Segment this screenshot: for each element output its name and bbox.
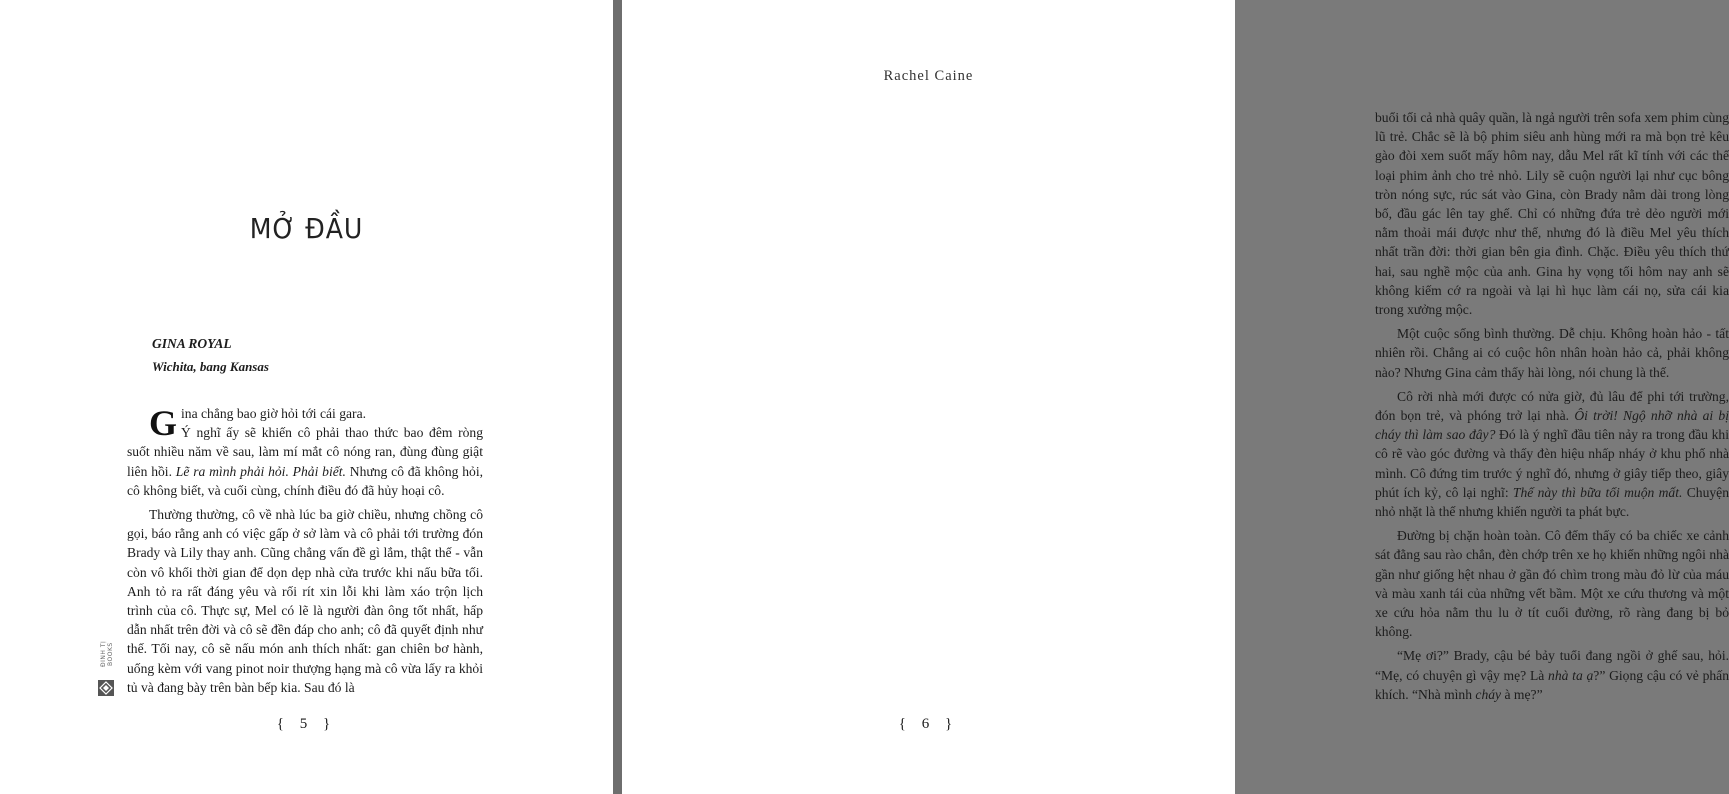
paragraph: buổi tối cả nhà quây quần, là ngả người trên sofa xem phim cùng lũ trẻ. Chắc sẽ là bộ phim siêu anh hùng mới ra mà bọn trẻ kêu gào đòi xem suốt mấy hôm nay, dẫu Mel rất kĩ tính với các thể loại phim ảnh cho trẻ nhỏ. Lily sẽ cuộn người lại như cục bông tròn nóng sực, rúc sát vào Gina, còn Brady nằm dài trong lòng bố, đầu gác lên tay ghế. Chỉ có những đứa trẻ dẻo người mới nằm thoải mái được như thế, nhưng đó là điều Mel yêu thích nhất trần đời: thời gian bên gia đình. Chặc. Điều yêu thích thứ hai, sau nghề mộc của anh. Gina hy vọng tối hôm nay anh sẽ không kiếm cớ ra ngoài và lại hì hục làm cái nọ, sửa cái kia trong xưởng mộc. <box>1375 110 1729 318</box>
text-run: ?” Giọng cậu có vẻ phấn khích. “Nhà mình <box>1375 667 1729 702</box>
drop-cap: G <box>149 403 178 443</box>
publisher-logo-text: ĐINH TỊ BOOKS <box>100 640 114 668</box>
italic-run: nhà ta ạ <box>1548 667 1594 683</box>
left-page <box>0 0 613 794</box>
text-run: à mẹ?” <box>1501 686 1543 702</box>
opening-lead: ina chẳng bao giờ hỏi tới cái gara. <box>181 406 367 421</box>
opening-paragraph <box>127 404 483 500</box>
opening-tail: Nhưng cô đã không hỏi, cô không biết, và cuối cùng, chính điều đó đã hủy hoại cô. <box>127 463 484 498</box>
paragraph <box>1375 646 1729 704</box>
paragraph <box>1375 387 1729 521</box>
page-number: { 6 } <box>898 716 959 732</box>
diamond-logo-icon <box>98 680 114 696</box>
paragraph: Một cuộc sống bình thường. Dễ chịu. Không hoàn hảo - tất nhiên rồi. Chẳng ai có cuộc hôn nhân hoàn hảo cả, phải không nào? Nhưng Gina cảm thấy hài lòng, nói chung là thế. <box>1375 326 1729 380</box>
character-name: GINA ROYAL <box>152 336 232 351</box>
publisher-logo <box>98 632 114 698</box>
italic-run: Ôi trời! Ngộ nhỡ nhà ai bị cháy thì làm sao đây? <box>1375 408 1729 443</box>
right-page <box>622 0 1729 794</box>
chapter-title: MỞ ĐẦU <box>249 212 364 245</box>
running-head-author: Rachel Caine <box>883 68 974 84</box>
paragraph: Thường thường, cô về nhà lúc ba giờ chiều, nhưng chồng cô gọi, báo rằng anh có việc gấp ở sở làm và cô phải tới trường đón Brady và Lily thay anh. Cũng chẳng vấn đề gì lắm, thật thế - vẫn còn vô khối thời gian để dọn dẹp nhà cửa trước khi nấu bữa tối. Anh tỏ ra rất đáng yêu và rối rít xin lỗi khi làm xáo trộn lịch trình của cô. Thực sự, Mel có lẽ là người đàn ông tốt nhất, hấp dẫn nhất trên đời và cô sẽ đền đáp cho anh; cô đã quyết định như thế. Tối nay, cô sẽ nấu món anh thích nhất: gan chiên bơ hành, uống kèm với vang pinot noir thượng hạng mà cô vừa lấy ra khỏi tủ và đang bày trên bàn bếp kia. Sau đó là <box>127 507 483 695</box>
italic-run: cháy <box>1475 686 1502 702</box>
page-gutter <box>613 0 622 794</box>
paragraph: Đường bị chặn hoàn toàn. Cô đếm thấy có ba chiếc xe cảnh sát đằng sau rào chắn, đèn chớp trên xe họ khiến những ngôi nhà gần như giống hệt nhau ở gần đó chìm trong màu đỏ lừ của máu và màu xanh tái của những vết bầm. Một xe cứu thương và một xe cứu hỏa nằm thu lu ở tít cuối đường, rõ ràng đang bị bỏ không. <box>1375 528 1729 640</box>
italic-run: Thế này thì bữa tối muộn mất. <box>1512 484 1683 500</box>
text-run: “Mẹ ơi?” Brady, cậu bé bảy tuổi đang ngồi ở ghế sau, hỏi. “Mẹ, có chuyện gì vậy mẹ? Là <box>1375 648 1729 683</box>
location-line: Wichita, bang Kansas <box>152 359 269 374</box>
left-body-text <box>127 404 483 702</box>
opening-rest: Ý nghĩ ấy sẽ khiến cô phải thao thức bao đêm ròng suốt nhiều năm về sau, làm mí mắt cô nóng ran, đùng đùng giật liên hồi. <box>127 425 483 479</box>
text-run: Cô rời nhà mới được có nửa giờ, đủ lâu để phi tới trường, đón bọn trẻ, và phóng trở lại nhà. <box>1375 388 1729 424</box>
page-number: { 5 } <box>276 716 337 732</box>
text-run: Chuyện nhỏ nhặt là thế nhưng khiến người ta phát bực. <box>1375 484 1729 520</box>
right-body-text <box>1375 108 1729 709</box>
opening-italic: Lẽ ra mình phải hỏi. Phải biết. <box>175 463 346 479</box>
text-run: Đó là ý nghĩ đầu tiên nảy ra trong đầu khi cô rẽ vào góc đường và thấy đèn hiệu nhấp nháy ở khu phố nhà mình. Cô đứng tim trước ý nghĩ đó, nhưng ở giây tiếp theo, giây phút ích kỷ, cô lại nghĩ: <box>1375 427 1729 500</box>
